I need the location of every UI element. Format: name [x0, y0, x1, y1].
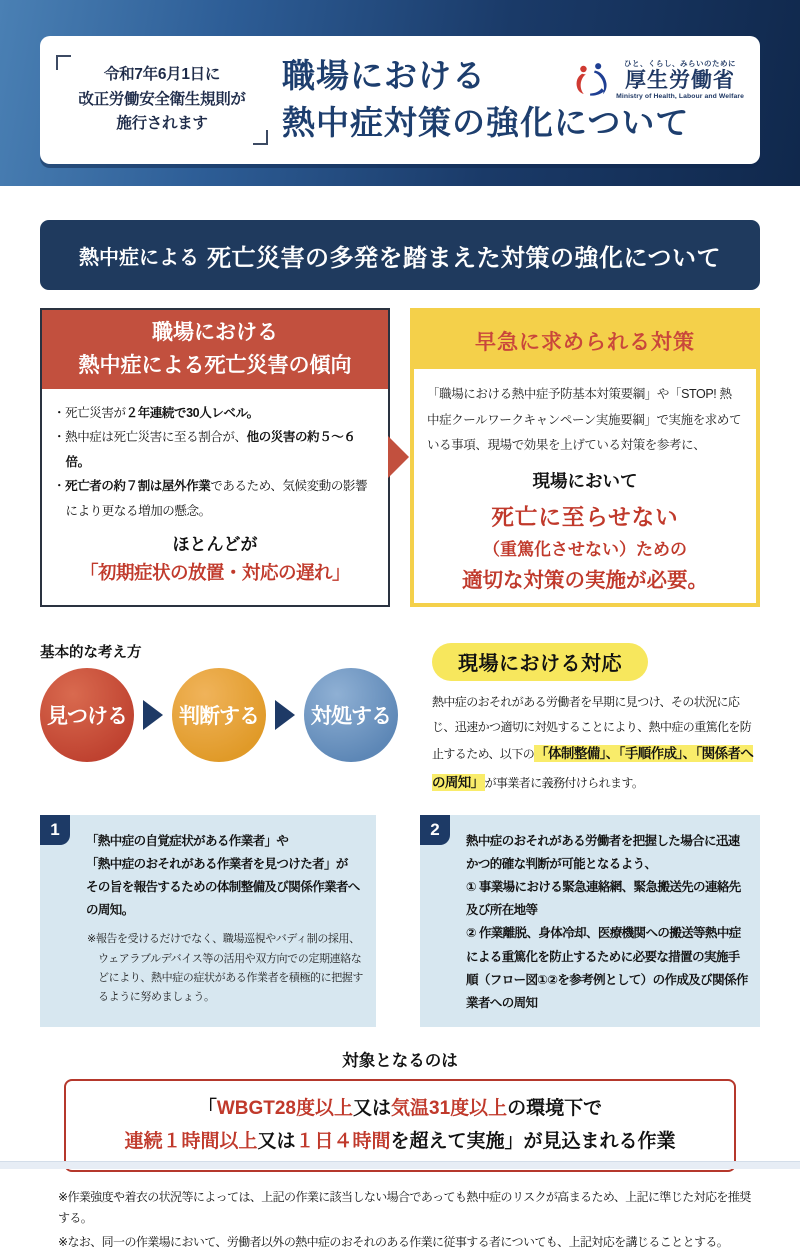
site-response	[432, 641, 760, 797]
mhlw-logo	[573, 58, 744, 100]
mhlw-logo-text	[616, 58, 744, 100]
site-response-title: 現場における対応	[432, 643, 648, 681]
quote-bracket-open-icon	[56, 55, 71, 70]
overview-columns	[40, 308, 760, 607]
trend-title-line1: 職場における	[152, 321, 278, 344]
step-circle-judge: 判断する	[172, 668, 266, 762]
logo-english-name: Ministry of Health, Labour and Welfare	[616, 93, 744, 101]
duty-2-text	[420, 815, 760, 1027]
notice-line: 改正労働安全衛生規則が	[78, 90, 246, 108]
arrow-right-icon	[388, 436, 409, 478]
banner-prefix: 熱中症による	[78, 246, 199, 269]
footnotes	[58, 1187, 762, 1253]
duty-box-2	[420, 815, 760, 1027]
arrow-right-icon	[143, 700, 163, 730]
measures-box-title: 早急に求められる対策	[414, 312, 756, 369]
measures-emphasis-3: 適切な対策の実施が必要。	[462, 568, 708, 592]
duty-1-note: ※報告を受けるだけでなく、職場巡視やバディ制の採用、ウェアラブルデバイス等の活用や双方向での定期連絡などにより、熱中症の症状がある作業者を積極的に把握するように努めましょう。	[87, 933, 363, 1004]
step-circle-respond: 対処する	[304, 668, 398, 762]
highlighted-obligations: 「体制整備」、「手順作成」、「関係者への周知」	[432, 746, 754, 790]
notice-line: 令和7年6月1日に	[103, 65, 221, 83]
enforcement-notice	[56, 53, 268, 147]
duty-number-badge: 1	[40, 815, 70, 845]
measures-box-body	[414, 369, 756, 603]
duty-1-text	[40, 815, 376, 923]
measures-site-line: 現場において	[532, 470, 638, 491]
duty-2-line: ① 事業場における緊急連絡網、緊急搬送先の連絡先及び所在地等	[466, 880, 741, 918]
logo-tagline: ひと、くらし、みらいのために	[624, 59, 737, 68]
step-circle-find: 見つける	[40, 668, 134, 762]
concept-row	[40, 641, 760, 797]
footnote: ※なお、同一の作業場において、労働者以外の熱中症のおそれのある作業に従事する者についても、上記対応を講じることとする。	[58, 1235, 729, 1250]
measures-emphasis-2: （重篤化させない）ための	[483, 539, 687, 559]
trend-conclusion: 「初期症状の放置・対応の遅れ」	[79, 561, 350, 583]
footnote: ※作業強度や着衣の状況等によっては、上記の作業に該当しない場合であっても熱中症のリスクが高まるため、上記に準じた対応を推奨する。	[58, 1190, 751, 1226]
trend-box	[40, 308, 390, 607]
arrow-wrap	[390, 308, 410, 607]
trend-box-body	[42, 389, 388, 605]
duty-1-line: 「熱中症のおそれがある作業者を見つけた者」が	[86, 857, 348, 872]
trend-bullet: ・熱中症は死亡災害に至る割合が、他の災害の約５～６倍。	[53, 430, 356, 469]
notice-line: 施行されます	[116, 115, 208, 133]
duty-2-line: ② 作業離脱、身体冷却、医療機関への搬送等熱中症による重篤化を防止するために必要な措置の実施手順（フロー図①②を参考例として）の作成及び関係作業者への周知	[466, 926, 748, 1010]
mhlw-logo-icon	[573, 60, 611, 98]
trend-title-line2: 熱中症による死亡災害の傾向	[78, 353, 352, 377]
concept-flow	[40, 641, 408, 797]
trend-bullet: ・死亡者の約７割は屋外作業であるため、気候変動の影響により更なる増加の懸念。	[53, 479, 368, 518]
measures-box	[410, 308, 760, 607]
section-banner	[40, 220, 760, 290]
target-line-2: 連続１時間以上又は１日４時間を超えて実施」が見込まれる作業	[124, 1131, 676, 1153]
concept-circles	[40, 668, 408, 762]
duty-number-badge: 2	[420, 815, 450, 845]
footer-strip	[0, 1161, 800, 1169]
quote-bracket-close-icon	[253, 130, 268, 145]
target-heading: 対象となるのは	[342, 1051, 458, 1070]
trend-conclusion-lead: ほとんどが	[172, 534, 258, 554]
trend-box-title	[42, 310, 388, 389]
target-box	[64, 1079, 736, 1173]
header-band	[0, 0, 800, 186]
duty-1-line: その旨を報告するための体制整備及び関係作業者への周知。	[86, 880, 360, 918]
measures-emphasis-1: 死亡に至らせない	[491, 504, 679, 530]
arrow-right-icon	[275, 700, 295, 730]
page-title-line2: 熱中症対策の強化について	[282, 104, 690, 141]
site-response-paragraph: 熱中症のおそれがある労働者を早期に見つけ、その状況に応じ、迅速かつ適切に対処することにより、熱中症の重篤化を防止するため、以下の「体制整備」、「手順作成」、「関係者への周知」が事業者に義務付けられます。	[432, 694, 754, 790]
concept-label: 基本的な考え方	[40, 644, 142, 661]
measures-paragraph: 「職場における熱中症予防基本対策要綱」や「STOP! 熱中症クールワークキャンペーン実施要綱」で実施を求めている事項、現場で効果を上げている対策を参考に、	[427, 387, 742, 453]
duty-boxes	[40, 815, 760, 1027]
target-line-1: 「WBGT28度以上又は気温31度以上の環境下で	[197, 1097, 603, 1119]
duty-box-1	[40, 815, 376, 1027]
header-card	[40, 36, 760, 164]
logo-ministry-name: 厚生労働省	[625, 69, 736, 92]
page-title-line1: 職場における	[282, 57, 486, 95]
trend-bullet: ・死亡災害が２年連続で30人レベル。	[53, 406, 259, 421]
duty-1-line: 「熱中症の自覚症状がある作業者」や	[86, 833, 289, 848]
duty-2-line: 熱中症のおそれがある労働者を把握した場合に迅速かつ的確な判断が可能となるよう、	[466, 833, 740, 872]
banner-main: 死亡災害の多発を踏まえた対策の強化について	[206, 244, 722, 272]
